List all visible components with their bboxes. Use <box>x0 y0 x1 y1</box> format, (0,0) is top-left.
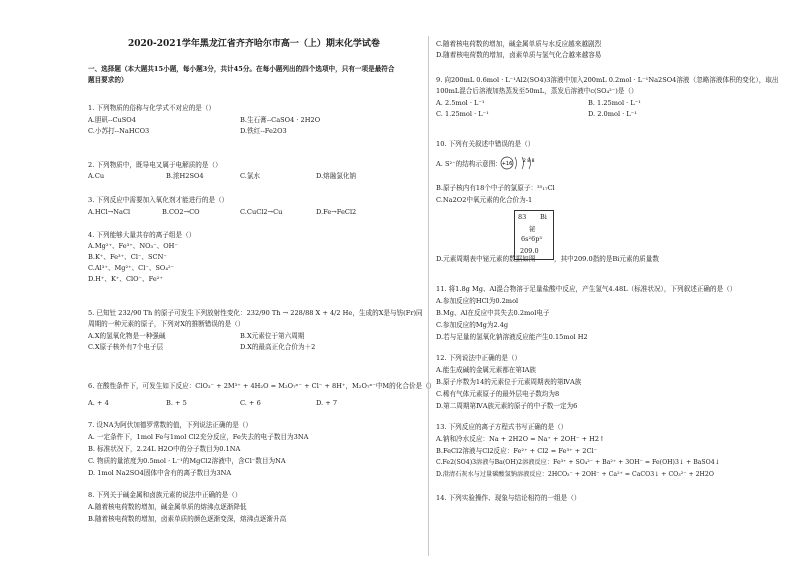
q13-option-a: A.钠和冷水反应：Na + 2H2O = Na⁺ + 2OH⁻ + H2↑ <box>436 435 605 443</box>
q5-option-b: B.X元素位于第六周期 <box>240 332 305 340</box>
q4-option-d: D.H⁺、K⁺、ClO⁻、Fe²⁺ <box>88 275 163 283</box>
q7-option-d: D. 1mol Na2SO4固体中含有的离子数目为3NA <box>88 469 232 477</box>
q10-option-c: C.Na2O2中氧元素的化合价为-1 <box>436 196 533 204</box>
shell-nucleus-label: +16 <box>501 161 513 167</box>
q3-option-a: A.HCl→NaCl <box>88 208 131 216</box>
q8-option-a: A.随着核电荷数的增加，碱金属单质的熔沸点逐渐降低 <box>88 503 247 511</box>
q2-option-d: D.熔融氯化钠 <box>316 172 357 180</box>
q8-option-b: B.随着核电荷数的增加，卤素单质的颜色逐渐变深，熔沸点逐渐升高 <box>88 515 287 523</box>
q10-stem: 10. 下列有关叙述中错误的是（） <box>436 140 535 148</box>
q1-option-c: C.小苏打--NaHCO3 <box>88 127 150 135</box>
q6-option-a: A. + 4 <box>88 399 109 407</box>
q9-option-c: C. 1.25mol · L⁻¹ <box>436 110 489 118</box>
q10-option-a: A. S²⁻的结构示意图： <box>436 160 502 168</box>
q5-option-d: D.X的最高正化合价为＋2 <box>240 343 316 351</box>
exam-title: 2020-2021学年黑龙江省齐齐哈尔市高一（上）期末化学试卷 <box>128 39 380 49</box>
q3-option-d: D.Fe→FeCl2 <box>316 208 357 216</box>
column-divider <box>428 36 429 556</box>
q13-option-d: D.澄清石灰水与过量碳酸氢钠溶液反应：2HCO₃⁻ + 2OH⁻ + Ca²⁺ = CaCO3↓ + CO₃²⁻ + 2H2O <box>436 471 714 478</box>
q4-option-a: A.Mg²⁺、Fe³⁺、NO₃⁻、OH⁻ <box>88 242 178 250</box>
q11-option-b: B.Mg、Al在反应中共失去0.2mol电子 <box>436 309 550 317</box>
q5-line1: 5. 已知钍 232/90 Th 的原子可发生下列放射性变化：232/90 Th → 228/88 X + 4/2 He，生成的X是与钫(Fr)同 <box>88 309 423 317</box>
q12-option-b: B.原子序数为14的元素位于元素周期表的第ⅣA族 <box>436 378 582 386</box>
element-name: 铋 <box>529 225 536 233</box>
q11-option-a: A.参加反应的HCl为0.2mol <box>436 297 519 305</box>
q5-option-c: C.X原子核外有7个电子层 <box>88 343 164 351</box>
q7-option-a: A. 一定条件下，1mol Fe与1mol Cl2充分反应，Fe失去的电子数目为3NA <box>88 433 309 441</box>
q12-stem: 12. 下列说法中正确的是（） <box>436 354 522 362</box>
shell-electrons-label: 2 8 8 <box>523 159 535 164</box>
q3-option-b: B.CO2→CO <box>162 208 200 216</box>
q11-option-c: C.参加反应的Mg为2.4g <box>436 321 509 329</box>
q12-option-c: C.稀有气体元素原子的最外层电子数均为8 <box>436 390 560 398</box>
q9-option-b: B. 1.25mol · L⁻¹ <box>588 99 641 107</box>
q2-stem: 2. 下列物质中，既导电又属于电解质的是（） <box>88 161 222 169</box>
q12-option-a: A.能生成碱的金属元素都在第ⅠA族 <box>436 366 536 374</box>
q7-stem: 7. 设NA为阿伏加德罗常数的值，下列说法正确的是（） <box>88 421 252 429</box>
q9-line1: 9. 向200mL 0.6mol · L⁻¹Al2(SO4)3溶液中加入200mL 0.2mol · L⁻¹Na2SO4溶液（忽略溶液体积的变化），取出 <box>436 76 779 84</box>
q10-option-b: B.原子核内有18个中子的氯原子：³⁵₁₇Cl <box>436 184 555 192</box>
q1-option-b: B.生石膏--CaSO4 · 2H2O <box>240 116 321 124</box>
q8-option-d: D.随着核电荷数的增加，卤素单质与氢气化合越来越容易 <box>436 51 602 59</box>
q6-option-c: C. + 6 <box>240 399 261 407</box>
q12-option-d: D.第二周期第ⅣA族元素的原子的中子数一定为6 <box>436 402 578 410</box>
q13-stem: 13. 下列反应的离子方程式书写正确的是（） <box>436 423 568 431</box>
q2-option-a: A.Cu <box>88 172 105 180</box>
q10-option-d-post: ，其中209.0指的是Bi元素的质量数 <box>554 255 659 263</box>
q7-option-c: C. 物质的量浓度为0.5mol · L⁻¹的MgCl2溶液中，含Cl⁻数目为NA <box>88 457 286 465</box>
q13-option-c: C.Fe2(SO4)3溶液与Ba(OH)2溶液反应：Fe³⁺ + SO₄²⁻ + Ba²⁺ + 3OH⁻ = Fe(OH)3↓ + BaSO4↓ <box>436 459 720 466</box>
q1-option-d: D.铁红--Fe2O3 <box>240 127 287 135</box>
element-symbol: Bi <box>540 213 547 221</box>
section-heading-cont: 题目要求的） <box>88 76 128 84</box>
q11-stem: 11. 将1.8g Mg、Al混合物溶于足量盐酸中反应，产生氢气4.48L（标准状况），下列叙述正确的是（） <box>436 285 737 293</box>
q14-stem: 14. 下列实验操作、现象与结论相符的一组是（） <box>436 494 581 502</box>
q8-stem: 8. 下列关于碱金属和卤族元素的说法中正确的是（） <box>88 491 242 499</box>
element-configuration: 6s²6p³ <box>521 235 542 243</box>
q4-stem: 4. 下列能够大量共存的离子组是（） <box>88 231 196 239</box>
q5-option-a: A.X的氢氧化物是一种强碱 <box>88 332 166 340</box>
q4-option-c: C.Al³⁺、Mg²⁺、Cl⁻、SO₄²⁻ <box>88 264 175 272</box>
q2-option-b: B.浓H2SO4 <box>166 172 204 180</box>
q11-option-d: D.若与足量的氢氧化钠溶液反应能产生0.15mol H2 <box>436 333 588 341</box>
q3-option-c: C.CuCl2→Cu <box>240 208 283 216</box>
q6-option-b: B. + 5 <box>166 399 187 407</box>
q7-option-b: B. 标准状况下，2.24L H2O中的分子数目为0.1NA <box>88 445 241 453</box>
q9-line2: 100mL混合后溶液加热蒸发至50mL，蒸发后溶液中c(SO₄²⁻)是（） <box>436 87 638 95</box>
element-card-bismuth <box>514 210 554 260</box>
q1-option-a: A.胆矾--CuSO4 <box>88 116 136 124</box>
element-number: 83 <box>518 213 527 221</box>
q1-stem: 1. 下列物质的俗称与化学式不对应的是（） <box>88 104 216 112</box>
section-heading: 一、选择题（本大题共15小题，每小题3分，共计45分。在每小题列出的四个选项中，只有一项是最符合 <box>88 65 395 73</box>
q5-line2: 周期的一种元素的原子，下列对X的推断错误的是（） <box>88 320 245 328</box>
q4-option-b: B.K⁺、Fe³⁺、Cl⁻、SCN⁻ <box>88 253 167 261</box>
q6-stem: 6. 在酸性条件下，可发生如下反应：ClO₃⁻ + 2M³⁺ + 4H₂O = M₂O₇ⁿ⁻ + Cl⁻ + 8H⁺，M₂O₇ⁿ⁻中M的化合价是（） <box>88 382 436 390</box>
q13-option-b: B.FeCl2溶液与Cl2反应：Fe²⁺ + Cl2 = Fe³⁺ + 2Cl⁻ <box>436 447 598 455</box>
q8-option-c: C.随着核电荷数的增加，碱金属单质与水反应越来越剧烈 <box>436 40 602 48</box>
q9-option-d: D. 2.0mol · L⁻¹ <box>588 110 637 118</box>
q3-stem: 3. 下列反应中需要加入氧化剂才能进行的是（） <box>88 196 229 204</box>
element-mass: 209.0 <box>520 247 539 255</box>
q6-option-d: D. + 7 <box>316 399 338 407</box>
q2-option-c: C.氯水 <box>240 172 261 180</box>
q9-option-a: A. 2.5mol · L⁻¹ <box>436 99 485 107</box>
sulfide-ion-structure-diagram <box>500 154 540 172</box>
q10-option-d-pre: D.元素周期表中铋元素的数据如图 <box>436 255 536 263</box>
